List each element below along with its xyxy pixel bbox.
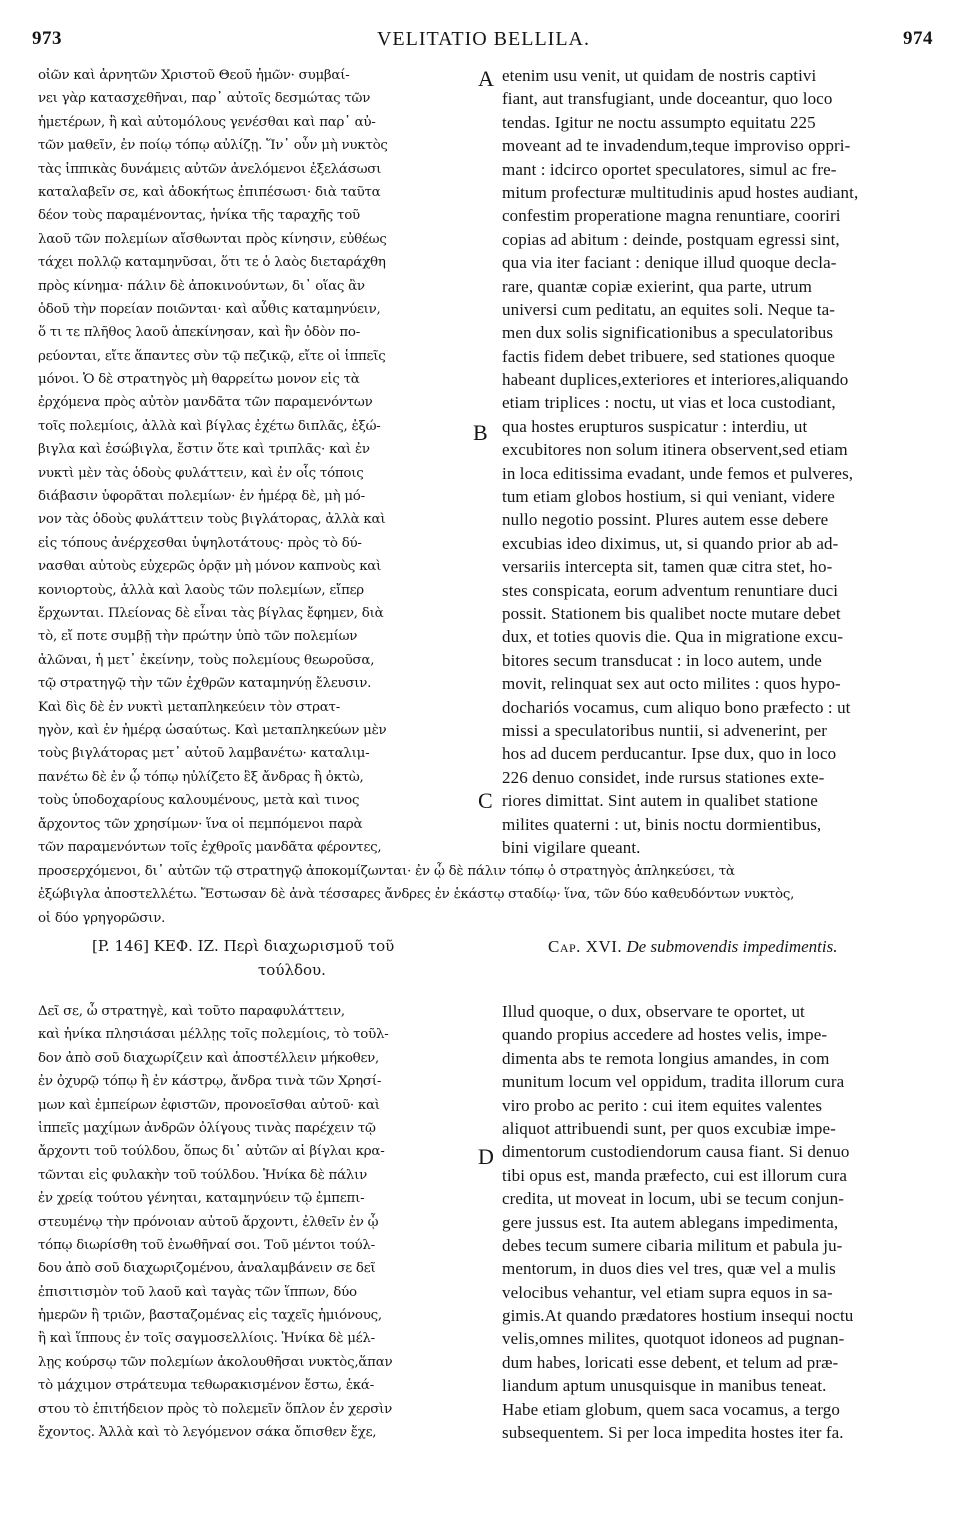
latin-text-line: dux, et toties quovis die. Qua in migratione excu- bbox=[502, 627, 844, 647]
greek-text-line: τοὺς ὑποδοχαρίους καλουμένους, μετὰ καὶ τινος bbox=[38, 793, 360, 809]
latin-text-line: 226 denuo considet, inde rursus stationes exte- bbox=[502, 767, 825, 787]
latin-text-line: men dux solis significationibus a speculatoribus bbox=[502, 323, 834, 343]
latin-text-line: velocibus vehantur, vel etiam supra equos in sa- bbox=[502, 1282, 833, 1302]
greek-chapter-title-cont: τούλδου. bbox=[258, 961, 326, 979]
greek-text-line: νει γὰρ κατασχεθῆναι, παρ᾽ αὐτοῖς δεσμώτας τῶν bbox=[38, 91, 371, 107]
latin-text-line: dum habes, loricati esse debent, et telum ad præ- bbox=[502, 1352, 839, 1372]
latin-chapter-title bbox=[548, 937, 837, 957]
greek-text-line: Καὶ δὶς δὲ ἐν νυκτὶ μεταπληκεύειν τὸν στρατ- bbox=[38, 699, 340, 715]
greek-text-line: στευμένῳ τὴν πρόνοιαν αὐτοῦ ἄρχοντι, ἐλθεῖν ἐν ᾧ bbox=[38, 1214, 379, 1230]
greek-text-line: τῶν παραμενόντων τοῖς ἐχθροῖς μανδᾶτα φέροντες, bbox=[38, 839, 382, 855]
latin-text-line: quando propius accedere ad hostes velis, impe- bbox=[502, 1025, 828, 1045]
latin-text-line: credita, ut moveat in locum, ubi se tecum conjun- bbox=[502, 1189, 844, 1209]
greek-column-upper bbox=[38, 64, 486, 859]
greek-text-line: λῃς κούρσῳ τῶν πολεμίων ἀκολουθῆσαι νυκτὸς,ἅπαν bbox=[38, 1354, 393, 1370]
greek-text-line: τάχει πολλῷ καταμηνῦσαι, ὅτι τε ὁ λαὸς διεταράχθη bbox=[38, 255, 386, 271]
latin-text-line: munitum locum vel oppidum, tradita illorum cura bbox=[502, 1072, 845, 1092]
latin-text-line: bitores secum transducat : in loco autem, unde bbox=[502, 650, 822, 670]
greek-text-line: ἡμερῶν ἢ τριῶν, βασταζομένας εἰς ταχεῖς ἡμιόνους, bbox=[38, 1308, 382, 1324]
greek-text-line: καὶ ἡνίκα πλησιάσαι μέλλῃς τοῖς πολεμίοις, τὸ τοῦλ- bbox=[38, 1027, 389, 1043]
greek-text-line: καταλαβεῖν σε, καὶ ἀδοκήτως ἐπιπέσωσι· διὰ ταῦτα bbox=[38, 184, 381, 200]
latin-text-line: habeant duplices,exteriores et interiores,aliquando bbox=[502, 370, 849, 390]
latin-text-line: mant : idcirco oportet speculatores, simul ac fre- bbox=[502, 159, 837, 179]
latin-text-line: versariis intercepta sit, tamen quæ citra stet, ho- bbox=[502, 557, 833, 577]
latin-text-line: Habe etiam globum, quem saca vocamus, a tergo bbox=[502, 1399, 840, 1419]
latin-text-line: nullo negotio possint. Plures autem esse debere bbox=[502, 510, 829, 530]
latin-text-line: gimis.At quando prædatores hostium insequi noctu bbox=[502, 1306, 854, 1326]
margin-marker-d: D bbox=[478, 1144, 494, 1169]
latin-text-line: excubias ideo diximus, ut, si quando prior ab ad- bbox=[502, 533, 839, 553]
greek-text-line: ηγὸν, καὶ ἐν ἡμέρᾳ ὡσαύτως. Καὶ μεταπληκεύων μὲν bbox=[38, 722, 387, 738]
latin-text-line: qua via iter faciant : denique illud quoque decla- bbox=[502, 253, 837, 273]
greek-text-line: νον τὰς ὁδοὺς φυλάττειν τοὺς βιγλάτορας, ἀλλὰ καὶ bbox=[38, 512, 386, 528]
greek-text-line: βιγλα καὶ ἐσώβιγλα, ἔστιν ὅτε καὶ τριπλᾶς· καὶ ἐν bbox=[38, 442, 370, 458]
latin-text-line: etenim usu venit, ut quidam de nostris captivi bbox=[502, 66, 817, 85]
greek-text-line: ὁδοῦ τὴν πορείαν ποιῶνται· καὶ αὖθις καταμηνύειν, bbox=[38, 301, 381, 317]
latin-text-line: milites quaterni : ut, binis noctu dormientibus, bbox=[502, 814, 822, 834]
latin-text-line: bini vigilare queant. bbox=[502, 837, 641, 857]
latin-text-line: mitum profecturæ multitudinis apud hostes audiant, bbox=[502, 182, 859, 202]
greek-text-line: οἱ δύο γρηγορῶσιν. bbox=[38, 910, 166, 926]
latin-text-line: viro probo ac perito : cui item equites valentes bbox=[502, 1095, 823, 1115]
greek-text-line: νυκτὶ μὲν τὰς ὁδοὺς φυλάττειν, καὶ ἐν οἷς τόποις bbox=[38, 465, 364, 481]
latin-text-line: qua hostes erupturos suspicatur : interdiu, ut bbox=[502, 416, 808, 436]
latin-text-line: riores dimittat. Sint autem in qualibet statione bbox=[502, 791, 818, 811]
greek-text-line: τὰς ἱππικὰς δυνάμεις αὐτῶν ἀνελόμενοι ἐξελάσωσι bbox=[38, 161, 382, 177]
latin-text-line: debes tecum sumere cibaria militum et pabula ju- bbox=[502, 1235, 843, 1255]
greek-text-line: Δεῖ σε, ὦ στρατηγὲ, καὶ τοῦτο παραφυλάττειν, bbox=[38, 1004, 345, 1019]
greek-text-line: τὸ, εἴ ποτε συμβῇ τὴν πρώτην ὑπὸ τῶν πολεμίων bbox=[38, 629, 358, 645]
greek-text-line: κονιορτοὺς, ἀλλὰ καὶ λαοὺς τῶν πολεμίων, εἴπερ bbox=[38, 582, 364, 598]
greek-text-line: ἐν ὀχυρῷ τόπῳ ἢ ἐν κάστρῳ, ἄνδρα τινὰ τῶν Χρησί- bbox=[38, 1074, 382, 1090]
greek-text-line: ἄρχοντι τοῦ τούλδου, ὅπως δι᾽ αὐτῶν αἱ βίγλαι κρα- bbox=[38, 1144, 385, 1160]
latin-column-upper bbox=[502, 64, 940, 859]
greek-text-line: νασθαι αὐτοὺς εὐχερῶς ὁρᾷν μὴ μόνον καπνοὺς καὶ bbox=[38, 559, 382, 575]
greek-text-line: ἐξώβιγλα ἀποστελλέτω. Ἔστωσαν δὲ ἀνὰ τέσσαρες ἄνδρες ἐν ἑκάστῳ σταδίῳ· ἵνα, τῶν δύο καθευδόντων νυκτὸς, bbox=[38, 887, 795, 903]
greek-text-line: τοὺς βιγλάτορας μετ᾽ αὐτοῦ λαμβανέτω· καταλιμ- bbox=[38, 746, 370, 762]
latin-chapter-subject: De submovendis impedimentis. bbox=[626, 937, 838, 956]
latin-text-line: tum etiam globos hostium, si qui veniant, videre bbox=[502, 487, 835, 507]
latin-text-line: rare, quantæ copiæ exierint, qua parte, utrum bbox=[502, 276, 812, 296]
greek-text-line: δου ἀπὸ σοῦ διαχωριζομένου, ἀναλαμβάνειν σε δεῖ bbox=[38, 1261, 376, 1277]
greek-text-line: ρεύονται, εἴτε ἅπαντες σὺν τῷ πεζικῷ, εἴτε οἱ ἱππεῖς bbox=[38, 348, 386, 364]
latin-text-line: missi a speculatoribus nuntii, si advenerint, per bbox=[502, 720, 828, 740]
latin-text-line: etiam triplices : noctu, ut vias et loca custodiant, bbox=[502, 393, 836, 413]
latin-text-line: gere jussus est. Ita autem ablegans impedimenta, bbox=[502, 1212, 839, 1232]
left-page-number: 973 bbox=[32, 28, 62, 49]
greek-text-line: οἰῶν καὶ ἀρνητῶν Χριστοῦ Θεοῦ ἡμῶν· συμβαί- bbox=[38, 68, 350, 83]
greek-text-line: εἰς τόπους ἀνέρχεσθαι ὑψηλοτάτους· πρὸς τὸ δύ- bbox=[38, 535, 362, 551]
greek-text-line: μόνοι. Ὁ δὲ στρατηγὸς μὴ θαρρείτω μονον εἰς τὰ bbox=[38, 372, 360, 388]
latin-text-line: liandum aptum unusquisque in manibus teneat. bbox=[502, 1376, 827, 1396]
running-title: VELITATIO BELLILA. bbox=[376, 28, 590, 50]
greek-text-line: στου τὸ ἐπιτήδειον πρὸς τὸ πολεμεῖν ὅπλον ἐν χερσὶν bbox=[38, 1401, 392, 1417]
greek-text-line: λαοῦ τῶν πολεμίων αἴσθωνται πρὸς κίνησιν, εὐθέως bbox=[38, 231, 387, 247]
greek-text-line: ἡμετέρων, ἢ καὶ αὐτομόλους γενέσθαι καὶ παρ᾽ αὐ- bbox=[38, 114, 376, 130]
latin-column-lower bbox=[502, 1000, 940, 1444]
latin-text-line: stes conspicata, eorum adventum renuntiare duci bbox=[502, 580, 839, 600]
greek-chapter-title: [P. 146] ΚΕΦ. ΙΖ. Περὶ διαχωρισμοῦ τοῦ bbox=[92, 937, 395, 955]
latin-text-line: hos ad ducem perducantur. Ipse dux, quo in loco bbox=[502, 744, 837, 764]
greek-text-line: ἄρχοντος τῶν χρησίμων· ἵνα οἱ πεμπόμενοι παρὰ bbox=[38, 816, 363, 832]
greek-text-line: δον ἀπὸ σοῦ διαχωρίζειν καὶ ἀποστέλλειν μήκοθεν, bbox=[38, 1050, 380, 1066]
latin-text-line: velis,omnes milites, quotquot idoneos ad pugnan- bbox=[502, 1329, 845, 1349]
greek-text-line: ἱππεῖς μαχίμων ἀνδρῶν ὀλίγους τινὰς παρέχειν τῷ bbox=[38, 1120, 376, 1136]
latin-chapter-number: Cap. XVI. bbox=[548, 937, 623, 956]
latin-text-line: fiant, aut transfugiant, unde doceantur, quo loco bbox=[502, 89, 833, 109]
greek-text-line: τῷ στρατηγῷ τὴν τῶν ἐχθρῶν καταμηνύῃ ἔλευσιν. bbox=[38, 676, 372, 692]
latin-text-line: movit, relinquat sex aut octo milites : quos hypo- bbox=[502, 674, 841, 694]
latin-text-line: dimentorum custodiendorum causa fiant. Si denuo bbox=[502, 1142, 850, 1162]
greek-text-line: ὅ τι τε πλῆθος λαοῦ ἀπεκίνησαν, καὶ ἣν ὁδὸν πο- bbox=[38, 325, 360, 341]
greek-text-line: ἢ καὶ ἵππους ἐν τοῖς σαγμοσελλίοις. Ἡνίκα δὲ μέλ- bbox=[38, 1331, 375, 1347]
latin-text-line: tibi opus est, manda præfecto, cui est illorum cura bbox=[502, 1165, 848, 1185]
latin-text-line: moveant ad te invadendum,teque improviso oppri- bbox=[502, 136, 851, 156]
right-page-number: 974 bbox=[903, 28, 933, 49]
latin-text-line: Illud quoque, o dux, observare te oportet, ut bbox=[502, 1002, 805, 1021]
latin-text-line: subsequentem. Si per loca impedita hostes iter fa. bbox=[502, 1423, 844, 1443]
greek-text-line: διάβασιν ὑφορᾶται πολεμίων· ἐν ἡμέρᾳ δὲ, μὴ μό- bbox=[38, 489, 365, 505]
latin-text-line: copias ad abitum : deinde, postquam egressi sint, bbox=[502, 229, 840, 249]
greek-text-line: προσερχόμενοι, δι᾽ αὐτῶν τῷ στρατηγῷ ἀποκομίζωνται· ἐν ᾧ δὲ πάλιν τόπῳ ὁ στρατηγὸς ἀπληκεύσει, τὰ bbox=[38, 864, 735, 879]
greek-text-line: ἔχοντος. Ἀλλὰ καὶ τὸ λεγόμενον σάκα ὄπισθεν ἔχε, bbox=[38, 1425, 377, 1441]
greek-full-width-block bbox=[38, 860, 943, 930]
latin-text-line: tendas. Igitur ne noctu assumpto equitatu 225 bbox=[502, 112, 816, 132]
margin-marker-b: B bbox=[473, 420, 488, 445]
greek-text-line: μων καὶ ἐμπείρων ἐφιστῶν, προνοεῖσθαι αὐτοῦ· καὶ bbox=[38, 1097, 380, 1113]
latin-text-line: in loca editissima evadant, unde femos et pulveres, bbox=[502, 463, 854, 483]
greek-text-line: ἐν χρείᾳ τούτου γένηται, καταμηνύειν τῷ ἐμπεπι- bbox=[38, 1191, 365, 1207]
latin-text-line: mentorum, in duos dies vel tres, quæ vel a mulis bbox=[502, 1259, 836, 1279]
greek-text-line: τόπῳ διωρίσθη τοῦ ἑνωθῆναί σοι. Τοῦ μέντοι τούλ- bbox=[38, 1237, 375, 1253]
greek-text-line: τῶνται εἰς φυλακὴν τοῦ τούλδου. Ἡνίκα δὲ πάλιν bbox=[38, 1167, 368, 1183]
greek-text-line: ἐρχόμενα πρὸς αὐτὸν μανδᾶτα τῶν παραμενόντων bbox=[38, 395, 373, 411]
latin-text-line: possit. Stationem bis qualibet nocte mutare debet bbox=[502, 603, 841, 623]
greek-text-line: ἐπισιτισμὸν τοῦ λαοῦ καὶ ταγὰς τῶν ἵππων, δύο bbox=[38, 1284, 357, 1300]
margin-marker-c: C bbox=[478, 788, 493, 813]
latin-text-line: dochariós vocamus, cum aliquo bono præfecto : ut bbox=[502, 697, 851, 717]
greek-text-line: τοῖς πολεμίοις, ἀλλὰ καὶ βίγλας ἐχέτω διπλᾶς, ἐξώ- bbox=[38, 418, 381, 434]
latin-text-line: dimenta abs te remota longius amandes, in com bbox=[502, 1048, 830, 1068]
greek-text-line: τὸ μάχιμον στράτευμα τεθωρακισμένον ἔστω, ἑκά- bbox=[38, 1378, 374, 1394]
latin-text-line: excubitores non solum itinera observent,sed etiam bbox=[502, 440, 848, 460]
latin-text-line: factis fidem debet tribuere, sed stationes quoque bbox=[502, 346, 835, 366]
margin-marker-a: A bbox=[478, 66, 494, 91]
latin-text-line: universi cum peditatu, an equites soli. Neque ta- bbox=[502, 299, 836, 319]
greek-text-line: ἔρχωνται. Πλείονας δὲ εἶναι τὰς βίγλας ἔφημεν, διὰ bbox=[38, 605, 384, 621]
greek-text-line: πανέτω δὲ ἐν ᾧ τόπῳ ηὐλίζετο ἓξ ἄνδρας ἢ ὀκτὼ, bbox=[38, 769, 364, 785]
greek-column-lower bbox=[38, 1000, 486, 1444]
greek-text-line: δέον τοὺς παραμένοντας, ἡνίκα τῆς ταραχῆς τοῦ bbox=[38, 208, 360, 224]
latin-text-line: aliquot attribuendi sunt, per quos excubiæ impe- bbox=[502, 1118, 836, 1138]
latin-text-line: confestim properatione magna renuntiare, cooriri bbox=[502, 206, 841, 226]
greek-text-line: τῶν μαθεῖν, ἐν ποίῳ τόπῳ αὐλίζῃ. Ἵν᾽ οὖν μὴ νυκτὸς bbox=[38, 138, 388, 154]
greek-text-line: πρὸς κίνημα· πάλιν δὲ ἀποκινούντων, δι᾽ οἵας ἂν bbox=[38, 278, 365, 294]
greek-text-line: ἁλῶναι, ἡ μετ᾽ ἐκείνην, τοὺς πολεμίους θεωροῦσα, bbox=[38, 652, 375, 668]
